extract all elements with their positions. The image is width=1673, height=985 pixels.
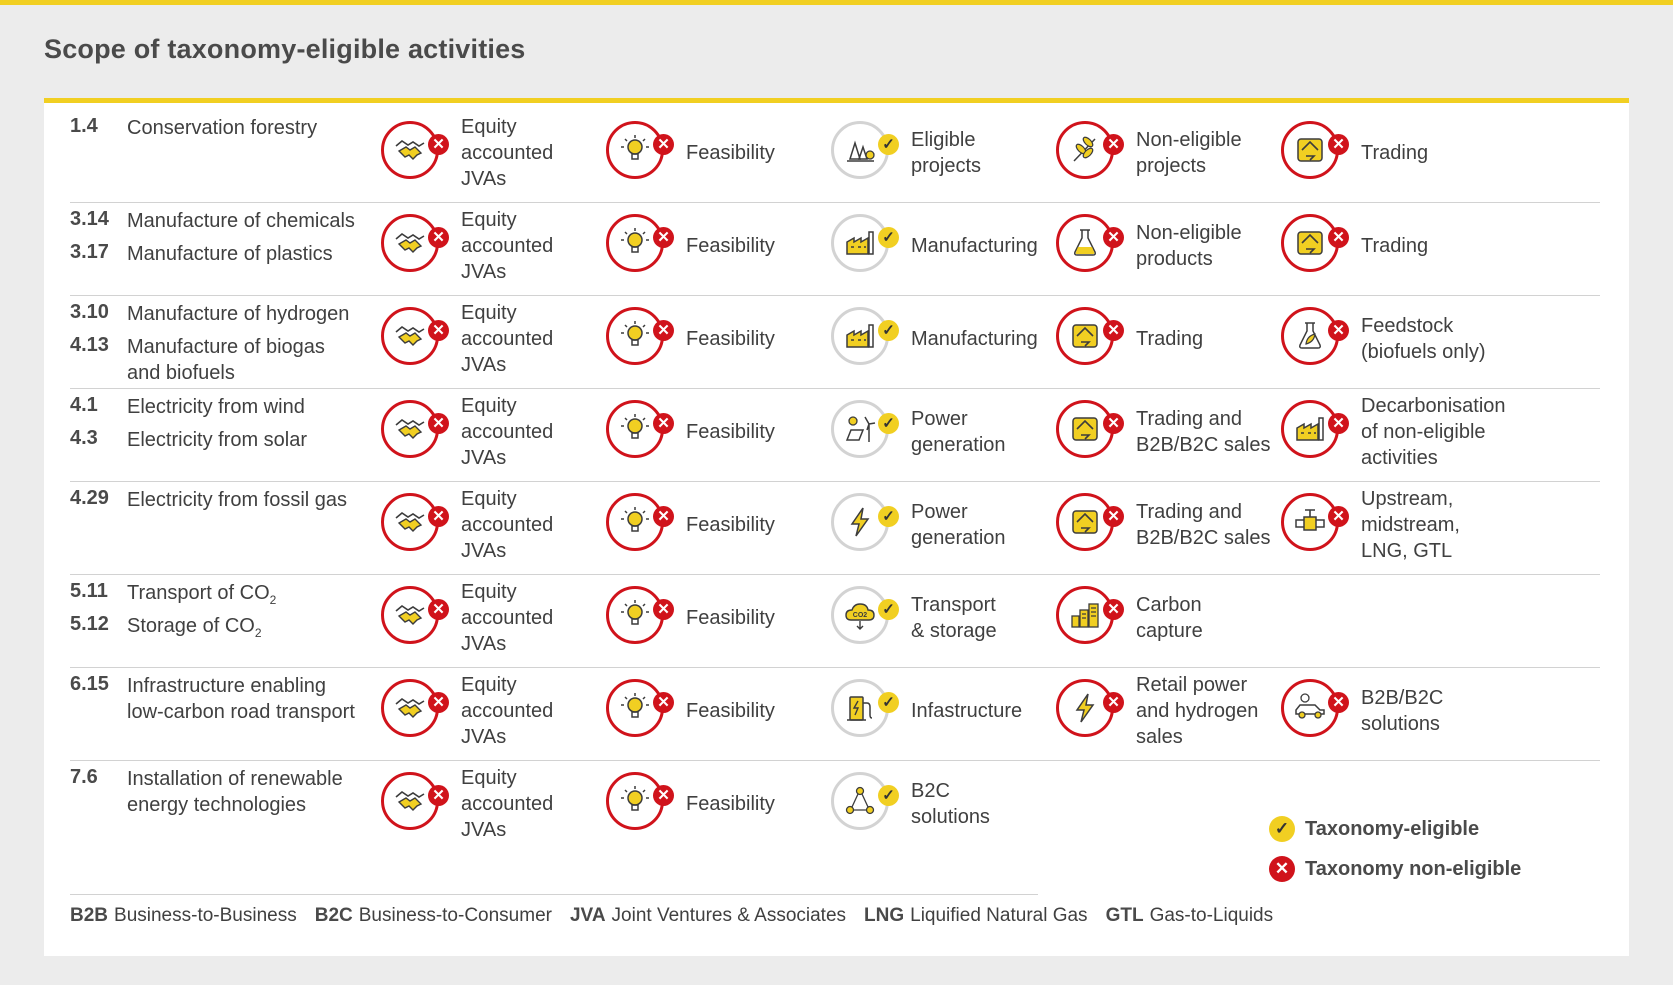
status-cell-label: Transport & storage — [911, 593, 997, 642]
cross-badge-icon: ✕ — [1328, 506, 1349, 527]
biofuel-flask-icon — [1281, 307, 1345, 365]
status-cell-label: Manufacturing — [911, 234, 1038, 257]
plant-icon — [1056, 121, 1120, 179]
cross-badge-icon: ✕ — [653, 506, 674, 527]
activity-row — [70, 289, 1600, 389]
status-cell-label: Equity accounted JVAs — [461, 394, 554, 469]
status-cell — [381, 568, 621, 667]
handshake-icon — [381, 214, 445, 272]
status-cell-label: Trading — [1361, 234, 1429, 257]
abbreviation-definition: Liquified Natural Gas — [910, 905, 1088, 926]
abbreviation-definition: Business-to-Business — [114, 905, 297, 926]
status-cell-label: Retail power and hydrogen sales — [1136, 673, 1259, 748]
handshake-icon — [381, 307, 445, 365]
cross-badge-icon: ✕ — [653, 320, 674, 341]
handshake-icon — [381, 121, 445, 179]
status-cell — [1056, 661, 1296, 760]
status-cell-label: Decarbonisation of non-eligible activities — [1361, 394, 1506, 469]
activity-code-line — [70, 208, 370, 241]
status-cell-label: Trading and B2B/B2C sales — [1136, 407, 1271, 456]
cross-badge-icon: ✕ — [428, 506, 449, 527]
activity-code-number: 5.11 — [70, 580, 108, 602]
check-icon: ✓ — [1269, 816, 1295, 842]
status-cell-label: Equity accounted JVAs — [461, 301, 554, 376]
check-badge-icon: ✓ — [878, 692, 899, 713]
cross-badge-icon: ✕ — [1103, 599, 1124, 620]
status-cell-label: Equity accounted JVAs — [461, 487, 554, 562]
activity-code-number: 3.17 — [70, 241, 109, 263]
status-cell — [1056, 103, 1296, 202]
check-badge-icon: ✓ — [878, 506, 899, 527]
activity-codes — [70, 487, 370, 520]
status-cell — [831, 754, 1071, 853]
status-cell-label: Manufacturing — [911, 327, 1038, 350]
cross-badge-icon: ✕ — [428, 320, 449, 341]
lightbulb-icon — [606, 586, 670, 644]
activities-panel — [44, 98, 1629, 956]
car-icon — [1281, 679, 1345, 737]
activity-code-number: 4.3 — [70, 427, 98, 449]
activity-code-number: 1.4 — [70, 115, 98, 137]
activity-codes — [70, 301, 370, 384]
status-cell-label: Feasibility — [686, 792, 775, 815]
factory-icon — [831, 214, 895, 272]
activity-code-text: Electricity from wind — [127, 396, 305, 418]
carbon-capture-icon — [1056, 586, 1120, 644]
status-cell — [606, 568, 846, 667]
cross-badge-icon: ✕ — [1328, 413, 1349, 434]
activity-code-line — [70, 241, 370, 274]
activity-codes — [70, 580, 370, 646]
abbreviation-term: GTL — [1105, 905, 1144, 926]
footer-divider — [70, 894, 1038, 895]
lightbulb-icon — [606, 772, 670, 830]
cross-badge-icon: ✕ — [653, 227, 674, 248]
activity-code-text: Electricity from solar — [127, 429, 308, 451]
cross-badge-icon: ✕ — [428, 692, 449, 713]
status-cell — [606, 661, 846, 760]
status-cell — [381, 754, 621, 853]
status-cell — [1281, 382, 1521, 481]
activity-code-line — [70, 394, 370, 427]
abbreviation-term: LNG — [864, 905, 905, 926]
activity-row — [70, 382, 1600, 482]
cross-badge-icon: ✕ — [428, 413, 449, 434]
activity-code-text: Manufacture of hydrogen — [127, 303, 350, 325]
activity-code-number: 3.14 — [70, 208, 109, 230]
status-cell — [606, 754, 846, 853]
handshake-icon — [381, 772, 445, 830]
factory-icon — [831, 307, 895, 365]
status-cell — [831, 382, 1071, 481]
status-cell-label: Feasibility — [686, 513, 775, 536]
status-cell — [381, 475, 621, 574]
status-cell — [381, 289, 621, 388]
activity-codes — [70, 394, 370, 460]
status-cell — [1056, 475, 1296, 574]
status-cell — [606, 289, 846, 388]
status-cell-label: Feedstock (biofuels only) — [1361, 314, 1486, 363]
activity-row — [70, 196, 1600, 296]
trading-icon — [1281, 121, 1345, 179]
status-cell — [381, 196, 621, 295]
status-cell — [831, 289, 1071, 388]
status-cell — [831, 661, 1071, 760]
cross-badge-icon: ✕ — [1103, 134, 1124, 155]
status-cell-label: Equity accounted JVAs — [461, 208, 554, 283]
activity-code-number: 6.15 — [70, 673, 109, 695]
charging-station-icon — [831, 679, 895, 737]
activity-row — [70, 568, 1600, 668]
activity-code-text: Electricity from fossil gas — [127, 489, 348, 511]
status-cell-label: Trading and B2B/B2C sales — [1136, 500, 1271, 549]
check-badge-icon: ✓ — [878, 413, 899, 434]
status-cell — [1281, 103, 1521, 202]
co2-cloud-icon — [831, 586, 895, 644]
status-cell — [1056, 382, 1296, 481]
activity-code-line — [70, 487, 370, 520]
activity-code-text: Conservation forestry — [127, 117, 318, 139]
activity-code-text: Manufacture of plastics — [127, 243, 333, 265]
status-cell-label: Equity accounted JVAs — [461, 673, 554, 748]
cross-badge-icon: ✕ — [653, 599, 674, 620]
activity-code-number: 5.12 — [70, 613, 109, 635]
cross-badge-icon: ✕ — [1328, 227, 1349, 248]
status-cell-label: Feasibility — [686, 327, 775, 350]
status-cell-label: B2B/B2C solutions — [1361, 686, 1444, 735]
lightbulb-icon — [606, 493, 670, 551]
check-badge-icon: ✓ — [878, 320, 899, 341]
status-cell-label: Equity accounted JVAs — [461, 766, 554, 841]
trading-icon — [1056, 307, 1120, 365]
status-cell-label: Power generation — [911, 407, 1006, 456]
status-cell — [1056, 568, 1296, 667]
activity-row — [70, 661, 1600, 761]
activity-code-line — [70, 427, 370, 460]
status-cell — [606, 103, 846, 202]
check-badge-icon: ✓ — [878, 599, 899, 620]
handshake-icon — [381, 400, 445, 458]
status-cell-label: B2C solutions — [911, 779, 990, 828]
status-cell-label: Feasibility — [686, 234, 775, 257]
status-cell — [831, 196, 1071, 295]
pipeline-icon — [1281, 493, 1345, 551]
cross-badge-icon: ✕ — [428, 134, 449, 155]
cross-badge-icon: ✕ — [1103, 413, 1124, 434]
status-cell — [1281, 661, 1521, 760]
network-icon — [831, 772, 895, 830]
status-cell-label: Feasibility — [686, 141, 775, 164]
cross-badge-icon: ✕ — [1328, 692, 1349, 713]
subscript-2: 2 — [254, 626, 262, 640]
activity-code-line — [70, 766, 370, 816]
status-cell-label: Equity accounted JVAs — [461, 580, 554, 655]
status-cell-label: Power generation — [911, 500, 1006, 549]
status-cell-label: Equity accounted JVAs — [461, 115, 554, 190]
activity-code-text: Manufacture of biogas and biofuels — [127, 336, 325, 384]
activity-code-number: 4.13 — [70, 334, 109, 356]
solar-wind-icon — [831, 400, 895, 458]
cross-badge-icon: ✕ — [653, 413, 674, 434]
lightbulb-icon — [606, 679, 670, 737]
handshake-icon — [381, 493, 445, 551]
lightbulb-icon — [606, 400, 670, 458]
status-cell-label: Eligible projects — [911, 128, 982, 177]
activity-code-line — [70, 580, 370, 613]
status-cell-label: Non-eligible projects — [1136, 128, 1242, 177]
activity-code-number: 4.1 — [70, 394, 98, 416]
activity-code-line — [70, 301, 370, 334]
activity-code-number: 4.29 — [70, 487, 109, 509]
legend-eligible-label: Taxonomy-eligible — [1305, 818, 1480, 840]
check-badge-icon: ✓ — [878, 134, 899, 155]
status-cell — [831, 103, 1071, 202]
cross-badge-icon: ✕ — [653, 692, 674, 713]
status-cell — [606, 475, 846, 574]
lightbulb-icon — [606, 307, 670, 365]
cross-badge-icon: ✕ — [428, 227, 449, 248]
status-cell-label: Non-eligible products — [1136, 221, 1242, 270]
factory-icon — [1281, 400, 1345, 458]
activity-row — [70, 103, 1600, 203]
activity-code-text: Storage of $CO_2$ — [127, 615, 262, 640]
activity-code-text: Transport of $CO_2$ — [127, 582, 277, 607]
trees-icon — [831, 121, 895, 179]
cross-badge-icon: ✕ — [1103, 506, 1124, 527]
status-cell-label: Carbon capture — [1136, 593, 1203, 642]
handshake-icon — [381, 586, 445, 644]
abbreviations-footer — [70, 905, 1291, 927]
flask-icon — [1056, 214, 1120, 272]
status-cell — [606, 196, 846, 295]
status-cell-label: Infastructure — [911, 699, 1023, 722]
status-cell-label: Upstream, midstream, LNG, GTL — [1361, 487, 1460, 562]
svg-text:CO2: CO2 — [852, 612, 868, 619]
status-cell — [381, 103, 621, 202]
activity-codes — [70, 115, 370, 148]
check-badge-icon: ✓ — [878, 227, 899, 248]
check-badge-icon: ✓ — [878, 785, 899, 806]
cross-badge-icon: ✕ — [1103, 227, 1124, 248]
trading-icon — [1281, 214, 1345, 272]
activity-code-line — [70, 334, 370, 384]
status-cell-label: Feasibility — [686, 420, 775, 443]
lightning-icon — [831, 493, 895, 551]
status-cell — [1056, 196, 1296, 295]
lightbulb-icon — [606, 214, 670, 272]
activity-code-number: 3.10 — [70, 301, 109, 323]
trading-icon — [1056, 400, 1120, 458]
cross-icon: ✕ — [1269, 856, 1295, 882]
cross-badge-icon: ✕ — [653, 134, 674, 155]
activity-code-number: 7.6 — [70, 766, 98, 788]
activity-code-text: Installation of renewable energy technologies — [127, 768, 343, 816]
status-cell — [831, 475, 1071, 574]
abbreviation-term: B2C — [314, 905, 353, 926]
status-cell — [1281, 475, 1521, 574]
activity-code-text: Manufacture of chemicals — [127, 210, 355, 232]
activity-code-text: Infrastructure enabling low-carbon road transport — [127, 675, 355, 723]
activity-codes — [70, 673, 370, 723]
cross-badge-icon: ✕ — [428, 785, 449, 806]
page-title: Scope of taxonomy-eligible activities — [44, 34, 526, 64]
status-cell — [1281, 289, 1521, 388]
abbreviation-term: B2B — [70, 905, 109, 926]
cross-badge-icon: ✕ — [1328, 320, 1349, 341]
lightbulb-icon — [606, 121, 670, 179]
cross-badge-icon: ✕ — [428, 599, 449, 620]
handshake-icon — [381, 679, 445, 737]
status-cell-label: Trading — [1361, 141, 1429, 164]
activity-code-line — [70, 613, 370, 646]
activity-codes — [70, 208, 370, 274]
top-accent-bar — [0, 0, 1673, 5]
status-cell — [381, 661, 621, 760]
status-cell-label: Feasibility — [686, 606, 775, 629]
status-cell — [831, 568, 1071, 667]
activity-codes — [70, 766, 370, 816]
cross-badge-icon: ✕ — [1103, 320, 1124, 341]
trading-icon — [1056, 493, 1120, 551]
cross-badge-icon: ✕ — [1328, 134, 1349, 155]
status-cell-label: Trading — [1136, 327, 1204, 350]
status-cell — [1056, 289, 1296, 388]
subscript-2: 2 — [269, 593, 277, 607]
abbreviation-definition: Business-to-Consumer — [358, 905, 552, 926]
abbreviation-definition: Joint Ventures & Associates — [611, 905, 847, 926]
legend-non-eligible-label: Taxonomy non-eligible — [1305, 858, 1522, 880]
cross-badge-icon: ✕ — [653, 785, 674, 806]
activity-row — [70, 475, 1600, 575]
status-cell — [1281, 196, 1521, 295]
activity-code-line — [70, 115, 370, 148]
activity-code-line — [70, 673, 370, 723]
cross-badge-icon: ✕ — [1103, 692, 1124, 713]
status-cell — [606, 382, 846, 481]
status-cell — [381, 382, 621, 481]
abbreviation-term: JVA — [569, 905, 606, 926]
abbreviation-definition: Gas-to-Liquids — [1149, 905, 1274, 926]
lightning-icon — [1056, 679, 1120, 737]
status-cell-label: Feasibility — [686, 699, 775, 722]
